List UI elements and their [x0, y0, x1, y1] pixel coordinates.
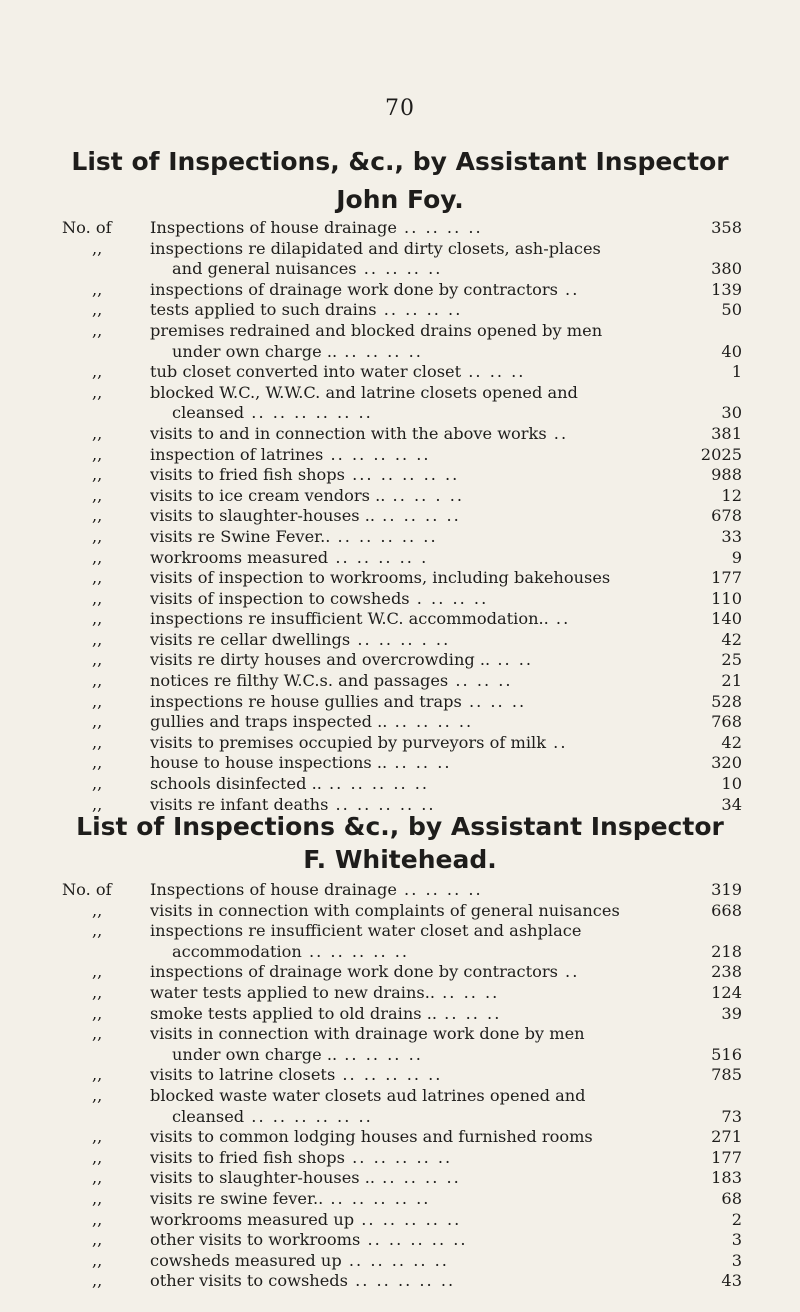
list-item	[62, 362, 742, 383]
row-prefix: ,,	[92, 712, 103, 732]
row-prefix: ,,	[92, 547, 103, 567]
row-label: cowsheds measured up .. .. .. .. ..	[150, 1250, 449, 1270]
row-prefix: ,,	[92, 1230, 103, 1250]
row-value: 1	[731, 362, 742, 382]
section-f-whitehead	[0, 810, 800, 1291]
row-label: Inspections of house drainage .. .. .. ..	[150, 218, 483, 237]
row-label: visits re dirty houses and overcrowding .. .. ..	[150, 650, 534, 670]
list-item	[62, 486, 742, 507]
list-item	[62, 300, 742, 321]
row-value: 25	[721, 650, 742, 670]
list-item	[62, 383, 742, 424]
row-value: 319	[711, 880, 742, 899]
row-prefix: ,,	[92, 650, 103, 670]
row-value: 678	[711, 506, 742, 526]
list-item	[62, 1148, 742, 1169]
row-value: 33	[721, 526, 742, 546]
row-label: workrooms measured up .. .. .. .. ..	[150, 1209, 462, 1229]
row-label: visits to ice cream vendors .. .. .. . ..	[150, 485, 465, 505]
list-item	[62, 1127, 742, 1148]
row-prefix: ,,	[92, 1147, 103, 1167]
row-prefix: ,,	[92, 382, 103, 402]
row-prefix: ,,	[92, 485, 103, 505]
list-item	[62, 321, 742, 362]
row-prefix: No. of	[62, 880, 112, 899]
row-value: 2	[731, 1209, 742, 1229]
list-item	[62, 1210, 742, 1231]
section-john-foy	[0, 145, 800, 814]
list-item	[62, 880, 742, 901]
row-label: visits to slaughter-houses .. .. .. .. ..	[150, 1168, 461, 1188]
row-prefix: ,,	[92, 794, 103, 814]
row-label: smoke tests applied to old drains .. .. .. ..	[150, 1003, 502, 1023]
list-item	[62, 630, 742, 651]
row-label: visits to and in connection with the above works ..	[150, 423, 569, 443]
row-label: tests applied to such drains .. .. .. ..	[150, 300, 463, 320]
row-label: inspection of latrines .. .. .. .. ..	[150, 444, 431, 464]
row-value: 238	[711, 962, 742, 982]
row-value: 39	[721, 1003, 742, 1023]
row-label: schools disinfected .. .. .. .. .. ..	[150, 774, 430, 794]
row-prefix: ,,	[92, 691, 103, 711]
list-item	[62, 650, 742, 671]
section-title-line1: List of Inspections &c., by Assistant Inspector	[76, 812, 724, 841]
row-prefix: ,,	[92, 921, 103, 941]
row-label: inspections of drainage work done by contractors ..	[150, 962, 580, 982]
row-value: 528	[711, 691, 742, 711]
row-prefix: ,,	[92, 588, 103, 608]
row-label: inspections of drainage work done by contractors ..	[150, 279, 580, 299]
row-prefix: ,,	[92, 1003, 103, 1023]
section-title-line2: F. Whitehead.	[303, 845, 497, 874]
row-prefix: ,,	[92, 362, 103, 382]
list-item	[62, 465, 742, 486]
row-prefix: ,,	[92, 753, 103, 773]
row-label: tub closet converted into water closet .. .. ..	[150, 362, 526, 382]
row-label: premises redrained and blocked drains opened by men under own charge .. .. .. .. ..	[150, 320, 603, 361]
row-prefix: ,,	[92, 1168, 103, 1188]
row-label: inspections re insufficient W.C. accommodation.. ..	[150, 609, 571, 629]
row-prefix: ,,	[92, 279, 103, 299]
list-item	[62, 962, 742, 983]
row-prefix: ,,	[92, 1065, 103, 1085]
row-prefix: ,,	[92, 506, 103, 526]
row-value: 50	[721, 300, 742, 320]
row-prefix: ,,	[92, 526, 103, 546]
list-item	[62, 1251, 742, 1272]
row-value: 3	[731, 1230, 742, 1250]
row-label: visits re swine fever.. .. .. .. .. ..	[150, 1188, 431, 1208]
row-value: 3	[731, 1250, 742, 1270]
row-value: 34	[721, 794, 742, 814]
row-value: 668	[711, 900, 742, 920]
row-prefix: ,,	[92, 629, 103, 649]
row-label: inspections re dilapidated and dirty closets, ash-places and general nuisances .. .. .. ..	[150, 238, 601, 279]
row-value: 183	[711, 1168, 742, 1188]
inspection-list	[62, 880, 742, 1292]
list-item	[62, 1230, 742, 1251]
row-label: visits in connection with drainage work done by men under own charge .. .. .. .. ..	[150, 1024, 585, 1064]
row-label: house to house inspections .. .. .. ..	[150, 753, 452, 773]
row-label: visits to fried fish shops ... .. .. .. ..	[150, 465, 460, 485]
list-item	[62, 1065, 742, 1086]
list-item	[62, 527, 742, 548]
row-value: 110	[711, 588, 742, 608]
row-value: 9	[731, 547, 742, 567]
row-prefix: ,,	[92, 465, 103, 485]
row-label: visits of inspection to cowsheds . .. .. ..	[150, 588, 489, 608]
list-item	[62, 1271, 742, 1292]
row-value: 40	[721, 341, 742, 361]
row-value: 12	[721, 485, 742, 505]
list-item	[62, 506, 742, 527]
row-value: 177	[711, 568, 742, 588]
row-label: other visits to cowsheds .. .. .. .. ..	[150, 1271, 456, 1291]
list-item	[62, 753, 742, 774]
row-value: 140	[711, 609, 742, 629]
list-item	[62, 712, 742, 733]
row-label: visits to slaughter-houses .. .. .. .. ..	[150, 506, 461, 526]
list-item	[62, 671, 742, 692]
list-item	[62, 983, 742, 1004]
row-label: other visits to workrooms .. .. .. .. ..	[150, 1230, 468, 1250]
row-label: visits in connection with complaints of general nuisances	[150, 900, 620, 920]
list-item	[62, 1168, 742, 1189]
row-prefix: ,,	[92, 1024, 103, 1044]
row-prefix: ,,	[92, 423, 103, 443]
row-value: 768	[711, 712, 742, 732]
section-title-line2: John Foy.	[336, 185, 464, 214]
row-prefix: ,,	[92, 1209, 103, 1229]
row-value: 381	[711, 423, 742, 443]
list-item	[62, 733, 742, 754]
row-value: 30	[721, 403, 742, 423]
row-prefix: ,,	[92, 568, 103, 588]
row-label: visits re cellar dwellings .. .. .. . ..	[150, 629, 451, 649]
row-prefix: ,,	[92, 671, 103, 691]
row-value: 320	[711, 753, 742, 773]
row-label: inspections re house gullies and traps .. .. ..	[150, 691, 527, 711]
row-value: 516	[711, 1044, 742, 1064]
list-item	[62, 1086, 742, 1127]
row-value: 177	[711, 1147, 742, 1167]
row-value: 988	[711, 465, 742, 485]
list-item	[62, 568, 742, 589]
section-title-line1: List of Inspections, &c., by Assistant Inspector	[71, 147, 729, 176]
row-value: 2025	[700, 444, 742, 464]
list-item	[62, 548, 742, 569]
list-item	[62, 1189, 742, 1210]
row-label: visits to fried fish shops .. .. .. .. ..	[150, 1147, 453, 1167]
row-value: 43	[721, 1271, 742, 1291]
row-value: 271	[711, 1127, 742, 1147]
row-label: visits to common lodging houses and furnished rooms	[150, 1127, 593, 1147]
row-label: visits to latrine closets .. .. .. .. ..	[150, 1065, 443, 1085]
row-prefix: ,,	[92, 900, 103, 920]
row-label: gullies and traps inspected .. .. .. .. ..	[150, 712, 474, 732]
row-prefix: No. of	[62, 218, 112, 237]
list-item	[62, 218, 742, 239]
row-value: 358	[711, 218, 742, 237]
row-prefix: ,,	[92, 444, 103, 464]
list-item	[62, 774, 742, 795]
list-item	[62, 239, 742, 280]
list-item	[62, 692, 742, 713]
row-prefix: ,,	[92, 609, 103, 629]
row-prefix: ,,	[92, 1271, 103, 1291]
row-value: 785	[711, 1065, 742, 1085]
row-label: visits of inspection to workrooms, including bakehouses	[150, 568, 611, 588]
row-label: workrooms measured .. .. .. .. .	[150, 547, 429, 567]
row-prefix: ,,	[92, 1085, 103, 1105]
row-label: inspections re insufficient water closet and ashplace accommodation .. .. .. .. ..	[150, 921, 582, 961]
row-value: 73	[721, 1106, 742, 1126]
list-item	[62, 921, 742, 962]
list-item	[62, 445, 742, 466]
list-item	[62, 1004, 742, 1025]
row-prefix: ,,	[92, 238, 103, 258]
row-prefix: ,,	[92, 320, 103, 340]
row-label: blocked W.C., W.W.C. and latrine closets opened and cleansed .. .. .. .. .. ..	[150, 382, 578, 423]
row-prefix: ,,	[92, 982, 103, 1002]
row-value: 42	[721, 732, 742, 752]
row-prefix: ,,	[92, 1127, 103, 1147]
list-item	[62, 609, 742, 630]
page-number: 70	[385, 96, 415, 121]
row-prefix: ,,	[92, 732, 103, 752]
row-prefix: ,,	[92, 1250, 103, 1270]
row-label: visits to premises occupied by purveyors of milk ..	[150, 732, 568, 752]
row-prefix: ,,	[92, 300, 103, 320]
list-item	[62, 901, 742, 922]
row-label: Inspections of house drainage .. .. .. ..	[150, 880, 483, 899]
row-value: 42	[721, 629, 742, 649]
row-prefix: ,,	[92, 1188, 103, 1208]
list-item	[62, 1024, 742, 1065]
row-prefix: ,,	[92, 962, 103, 982]
row-value: 10	[721, 774, 742, 794]
row-prefix: ,,	[92, 774, 103, 794]
row-label: water tests applied to new drains.. .. .. ..	[150, 982, 500, 1002]
row-value: 124	[711, 982, 742, 1002]
row-label: blocked waste water closets aud latrines opened and cleansed .. .. .. .. .. ..	[150, 1085, 586, 1126]
list-item	[62, 424, 742, 445]
row-value: 68	[721, 1188, 742, 1208]
row-value: 139	[711, 279, 742, 299]
inspection-list	[62, 218, 742, 815]
list-item	[62, 589, 742, 610]
row-value: 21	[721, 671, 742, 691]
list-item	[62, 280, 742, 301]
row-label: visits re infant deaths .. .. .. .. ..	[150, 794, 436, 814]
row-label: notices re filthy W.C.s. and passages .. .. ..	[150, 671, 513, 691]
row-value: 380	[711, 259, 742, 279]
row-value: 218	[711, 941, 742, 961]
row-label: visits re Swine Fever.. .. .. .. .. ..	[150, 526, 438, 546]
